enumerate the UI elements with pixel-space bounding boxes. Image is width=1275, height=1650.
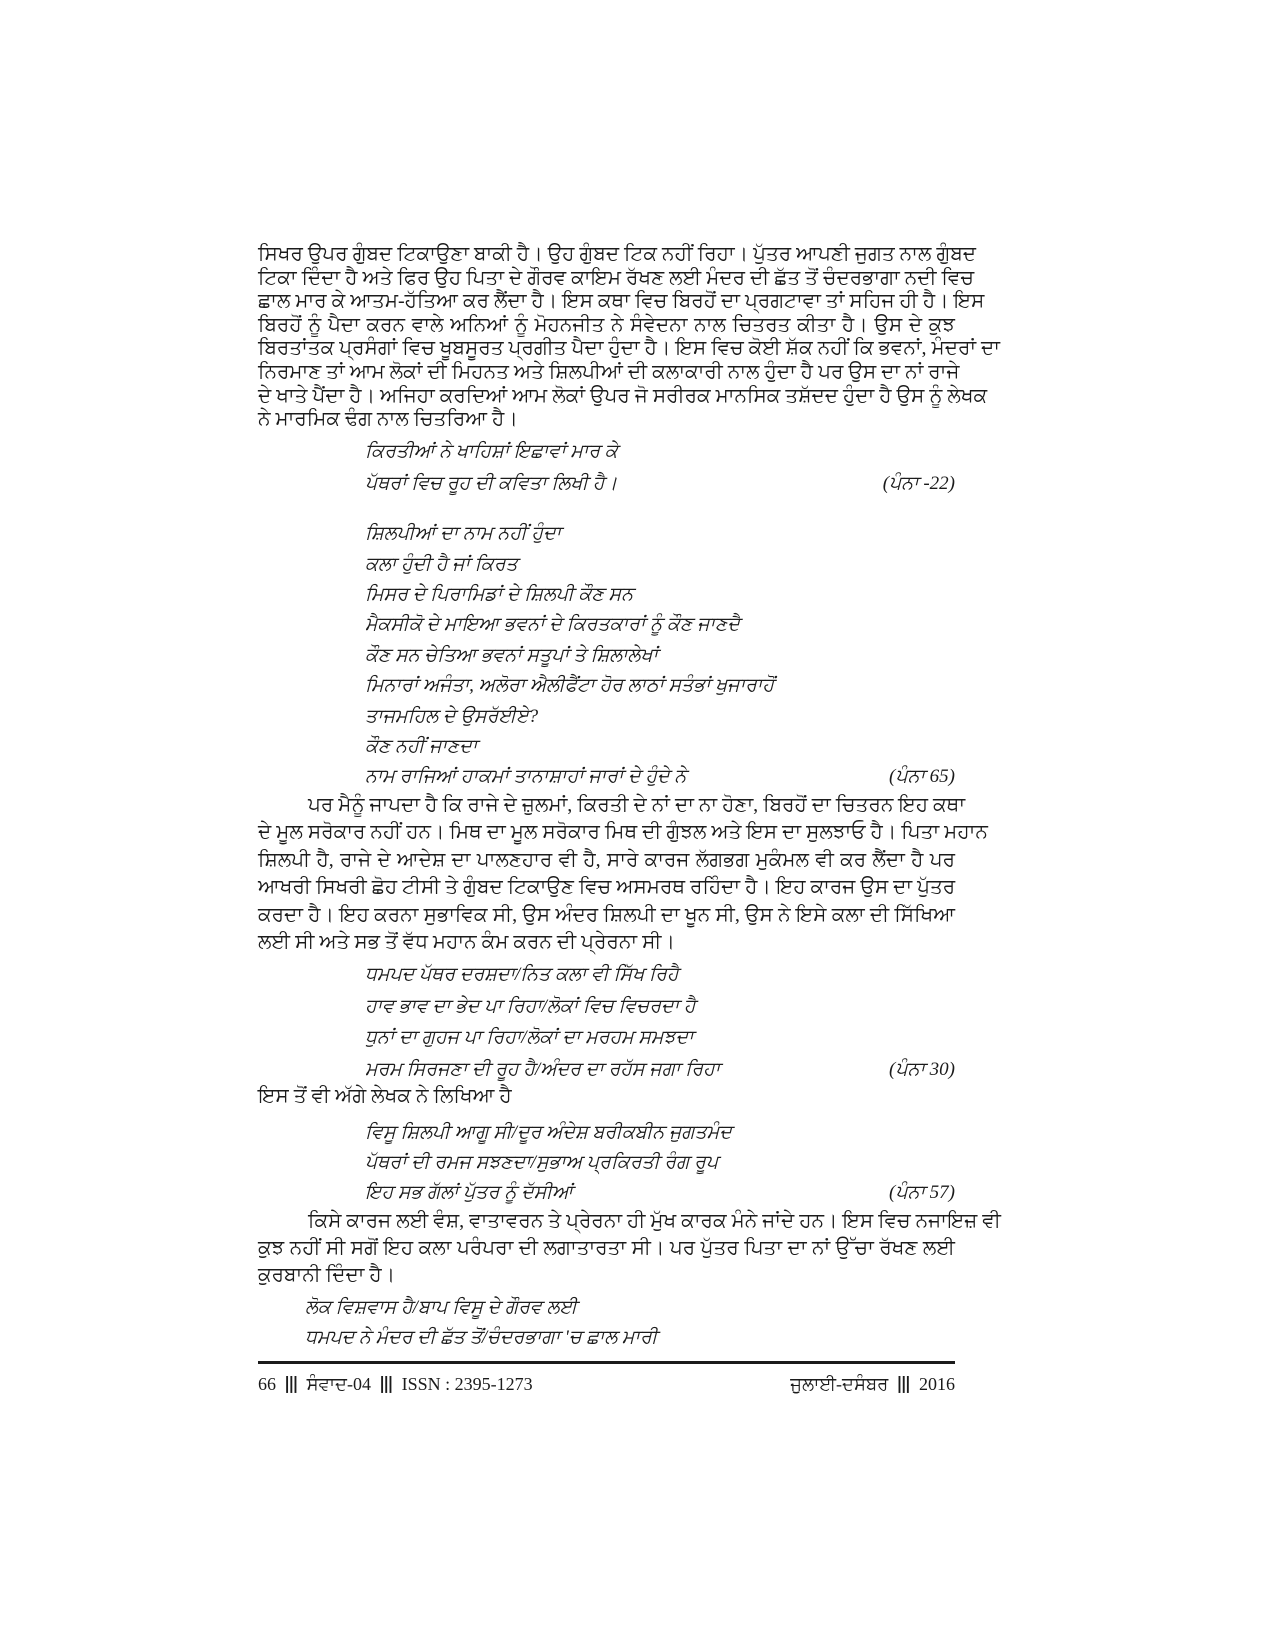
paragraph-line: ਪਰ ਮੈਨੂੰ ਜਾਪਦਾ ਹੈ ਕਿ ਰਾਜੇ ਦੇ ਜ਼ੁਲਮਾਂ, ਕਿਰਤੀ ਦੇ ਨਾਂ ਦਾ ਨਾ ਹੋਣਾ, ਬਿਰਹੋਂ ਦਾ ਚਿਤਰਨ ਇਹ ਕਥਾ: [308, 794, 966, 816]
journal-issue: ਸੰਵਾਦ-04: [306, 1373, 371, 1394]
paragraph-line: ਬਿਰਹੋਂ ਨੂੰ ਪੈਦਾ ਕਰਨ ਵਾਲੇ ਅਨਿਆਂ ਨੂੰ ਮੋਹਨਜੀਤ ਨੇ ਸੰਵੇਦਨਾ ਨਾਲ ਚਿਤਰਤ ਕੀਤਾ ਹੈ। ਉਸ ਦੇ ਕੁਝ: [258, 313, 955, 336]
verse-line: [258, 549, 955, 579]
verse-text: ਸ਼ਿਲਪੀਆਂ ਦਾ ਨਾਮ ਨਹੀਂ ਹੁੰਦਾ: [365, 523, 562, 545]
verse-text: ਕਲਾ ਹੁੰਦੀ ਹੈ ਜਾਂ ਕਿਰਤ: [365, 553, 518, 575]
verse-quote: [258, 1118, 955, 1208]
verse-quote: [258, 519, 955, 793]
paragraph-line: ਲਈ ਸੀ ਅਤੇ ਸਭ ਤੋਂ ਵੱਧ ਮਹਾਨ ਕੰਮ ਕਰਨ ਦੀ ਪ੍ਰੇਰਨਾ ਸੀ।: [258, 930, 675, 953]
verse-line: [258, 991, 955, 1023]
footer-right: [790, 1374, 955, 1395]
verse-line: [258, 1293, 955, 1323]
verse-text: ਧੁਨਾਂ ਦਾ ਗੁਹਜ ਪਾ ਰਿਹਾ/ਲੋਕਾਂ ਦਾ ਮਰਹਮ ਸਮਝਦਾ: [365, 1027, 694, 1049]
transition-line: ਇਸ ਤੋਂ ਵੀ ਅੱਗੇ ਲੇਖਕ ਨੇ ਲਿਖਿਆ ਹੈ: [258, 1085, 512, 1107]
verse-text: ਕੌਣ ਨਹੀਂ ਜਾਣਦਾ: [365, 735, 478, 757]
issue-period: ਜੁਲਾਈ-ਦਸੰਬਰ: [790, 1373, 889, 1394]
issn-number: ISSN : 2395-1273: [401, 1373, 533, 1394]
verse-line: [258, 580, 955, 610]
paragraph-line: ਨੇ ਮਾਰਮਿਕ ਢੰਗ ਨਾਲ ਚਿਤਰਿਆ ਹੈ।: [258, 408, 518, 431]
verse-line: [258, 610, 955, 640]
paragraph-line: ਕੁਰਬਾਨੀ ਦਿੰਦਾ ਹੈ।: [258, 1264, 396, 1286]
verse-line: [258, 701, 955, 731]
verse-text: ਕਿਰਤੀਆਂ ਨੇ ਖਾਹਿਸ਼ਾਂ ਇਛਾਵਾਂ ਮਾਰ ਕੇ: [365, 441, 618, 462]
paragraph-line: ਨਿਰਮਾਣ ਤਾਂ ਆਮ ਲੋਕਾਂ ਦੀ ਮਿਹਨਤ ਅਤੇ ਸ਼ਿਲਪੀਆਂ ਦੀ ਕਲਾਕਾਰੀ ਨਾਲ ਹੁੰਦਾ ਹੈ ਪਰ ਉਸ ਦਾ ਨਾਂ ਰਾਜੇ: [258, 360, 960, 383]
verse-quote: [258, 1293, 955, 1353]
verse-line: [258, 1118, 955, 1148]
paragraph-line: ਸ਼ਿਲਪੀ ਹੈ, ਰਾਜੇ ਦੇ ਆਦੇਸ਼ ਦਾ ਪਾਲਣਹਾਰ ਵੀ ਹੈ, ਸਾਰੇ ਕਾਰਜ ਲੱਗਭਗ ਮੁਕੰਮਲ ਵੀ ਕਰ ਲੈਂਦਾ ਹੈ ਪਰ: [258, 848, 955, 871]
verse-line: [258, 1022, 955, 1054]
page-citation: (ਪੰਨਾ -22): [882, 473, 955, 494]
paragraph-line: ਕੁਝ ਨਹੀਂ ਸੀ ਸਗੋਂ ਇਹ ਕਲਾ ਪਰੰਪਰਾ ਦੀ ਲਗਾਤਾਰਤਾ ਸੀ। ਪਰ ਪੁੱਤਰ ਪਿਤਾ ਦਾ ਨਾਂ ਉੱਚਾ ਰੱਖਣ ਲਈ: [258, 1237, 955, 1259]
verse-line: [258, 671, 955, 701]
verse-text: ਇਹ ਸਭ ਗੱਲਾਂ ਪੁੱਤਰ ਨੂੰ ਦੱਸੀਆਂ: [365, 1182, 573, 1203]
paragraph-line: ਕਿਸੇ ਕਾਰਜ ਲਈ ਵੰਸ਼, ਵਾਤਾਵਰਨ ਤੇ ਪ੍ਰੇਰਨਾ ਹੀ ਮੁੱਖ ਕਾਰਕ ਮੰਨੇ ਜਾਂਦੇ ਹਨ। ਇਸ ਵਿਚ ਨਜਾਇਜ਼ ਵੀ: [308, 1210, 1001, 1232]
verse-text: ਕੌਣ ਸਨ ਚੇਤਿਆ ਭਵਨਾਂ ਸਤੂਪਾਂ ਤੇ ਸ਼ਿਲਾਲੇਖਾਂ: [365, 644, 658, 666]
footer-left: [258, 1374, 533, 1395]
verse-line: [258, 959, 955, 991]
verse-text: ਪੱਥਰਾਂ ਦੀ ਰਮਜ ਸਝਣਦਾ/ਸੁਭਾਅ ਪ੍ਰਕਿਰਤੀ ਰੰਗ ਰੂਪ: [365, 1152, 719, 1173]
paragraph-line: ਦੇ ਖਾਤੇ ਪੈਂਦਾ ਹੈ। ਅਜਿਹਾ ਕਰਦਿਆਂ ਆਮ ਲੋਕਾਂ ਉਪਰ ਜੋ ਸਰੀਰਕ ਮਾਨਸਿਕ ਤਸ਼ੱਦਦ ਹੁੰਦਾ ਹੈ ਉਸ ਨੂੰ ਲੇਖਕ: [258, 384, 988, 407]
verse-text: ਧਮਪਦ ਨੇ ਮੰਦਰ ਦੀ ਛੱਤ ਤੋਂ/ਚੰਦਰਭਾਗਾ 'ਚ ਛਾਲ ਮਾਰੀ: [305, 1327, 658, 1348]
page-citation: (ਪੰਨਾ 57): [889, 1182, 955, 1203]
verse-line: [258, 468, 955, 500]
page-number: 66: [258, 1373, 276, 1394]
separator-ornament: |||: [284, 1374, 297, 1394]
verse-text: ਮਿਸਰ ਦੇ ਪਿਰਾਮਿਡਾਂ ਦੇ ਸ਼ਿਲਪੀ ਕੌਣ ਸਨ: [365, 583, 634, 605]
verse-line: [258, 1323, 955, 1353]
verse-line: [258, 436, 955, 468]
verse-line: [258, 1148, 955, 1178]
verse-line: [258, 519, 955, 549]
paragraph-line: ਕਰਦਾ ਹੈ। ਇਹ ਕਰਨਾ ਸੁਭਾਵਿਕ ਸੀ, ਉਸ ਅੰਦਰ ਸ਼ਿਲਪੀ ਦਾ ਖੂਨ ਸੀ, ਉਸ ਨੇ ਇਸੇ ਕਲਾ ਦੀ ਸਿੱਖਿਆ: [258, 903, 955, 926]
verse-text: ਨਾਮ ਰਾਜਿਆਂ ਹਾਕਮਾਂ ਤਾਨਾਸ਼ਾਹਾਂ ਜਾਰਾਂ ਦੇ ਹੁੰਦੇ ਨੇ: [365, 766, 687, 788]
paragraph-line: ਬਿਰਤਾਂਤਕ ਪ੍ਰਸੰਗਾਂ ਵਿਚ ਖੂਬਸੂਰਤ ਪ੍ਰਗੀਤ ਪੈਦਾ ਹੁੰਦਾ ਹੈ। ਇਸ ਵਿਚ ਕੋਈ ਸ਼ੱਕ ਨਹੀਂ ਕਿ ਭਵਨਾਂ, ਮੰਦਰਾਂ ਦਾ: [258, 337, 1000, 360]
footer-rule: [258, 1361, 955, 1364]
verse-quote: [258, 436, 955, 500]
verse-line: [258, 762, 955, 792]
verse-text: ਮਿਨਾਰਾਂ ਅਜੰਤਾ, ਅਲੋਰਾ ਐਲੀਫੈਂਟਾ ਹੋਰ ਲਾਠਾਂ ਸਤੰਭਾਂ ਖੁਜਾਰਾਹੋਂ: [365, 675, 774, 697]
verse-line: [258, 641, 955, 671]
verse-line: [258, 1054, 955, 1086]
paragraph-line: ਸਿਖਰ ਉਪਰ ਗੁੰਬਦ ਟਿਕਾਉਣਾ ਬਾਕੀ ਹੈ। ਉਹ ਗੁੰਬਦ ਟਿਕ ਨਹੀਂ ਰਿਹਾ। ਪੁੱਤਰ ਆਪਣੀ ਜੁਗਤ ਨਾਲ ਗੁੰਬਦ: [258, 243, 977, 265]
body-paragraph: [258, 243, 1000, 432]
page-footer: [258, 1372, 955, 1396]
paragraph-line: ਟਿਕਾ ਦਿੰਦਾ ਹੈ ਅਤੇ ਫਿਰ ਉਹ ਪਿਤਾ ਦੇ ਗੌਰਵ ਕਾਇਮ ਰੱਖਣ ਲਈ ਮੰਦਰ ਦੀ ਛੱਤ ਤੋਂ ਚੰਦਰਭਾਗਾ ਨਦੀ ਵਿਚ: [258, 266, 974, 289]
verse-text: ਧਮਪਦ ਪੱਥਰ ਦਰਸ਼ਦਾ/ਨਿਤ ਕਲਾ ਵੀ ਸਿੱਖ ਰਿਹੈ: [365, 963, 679, 985]
paragraph-line: ਛਾਲ ਮਾਰ ਕੇ ਆਤਮ-ਹੱਤਿਆ ਕਰ ਲੈਂਦਾ ਹੈ। ਇਸ ਕਥਾ ਵਿਚ ਬਿਰਹੋਂ ਦਾ ਪ੍ਰਗਟਾਵਾ ਤਾਂ ਸਹਿਜ ਹੀ ਹੈ। ਇਸ: [258, 290, 985, 313]
body-paragraph: [258, 1208, 1001, 1289]
verse-text: ਪੱਥਰਾਂ ਵਿਚ ਰੂਹ ਦੀ ਕਵਿਤਾ ਲਿਖੀ ਹੈ।: [365, 473, 618, 494]
page-citation: (ਪੰਨਾ 30): [889, 1058, 955, 1080]
separator-ornament: |||: [378, 1374, 392, 1394]
paragraph-line: ਆਖਰੀ ਸਿਖਰੀ ਛੋਹ ਟੀਸੀ ਤੇ ਗੁੰਬਦ ਟਿਕਾਉਣ ਵਿਚ ਅਸਮਰਥ ਰਹਿੰਦਾ ਹੈ। ਇਹ ਕਾਰਜ ਉਸ ਦਾ ਪੁੱਤਰ: [258, 876, 956, 899]
verse-text: ਤਾਜਮਹਿਲ ਦੇ ਉਸਰੱਈਏ?: [365, 705, 539, 727]
body-paragraph: [258, 792, 988, 956]
verse-text: ਮਰਮ ਸਿਰਜਣਾ ਦੀ ਰੂਹ ਹੈ/ਅੰਦਰ ਦਾ ਰਹੱਸ ਜਗਾ ਰਿਹਾ: [365, 1058, 721, 1080]
verse-text: ਹਾਵ ਭਾਵ ਦਾ ਭੇਦ ਪਾ ਰਿਹਾ/ਲੋਕਾਂ ਵਿਚ ਵਿਚਰਦਾ ਹੈ: [365, 995, 696, 1017]
verse-line: [258, 732, 955, 762]
issue-year: 2016: [919, 1373, 955, 1394]
verse-line: [258, 1178, 955, 1208]
page-citation: (ਪੰਨਾ 65): [889, 766, 955, 788]
paragraph-line: ਦੇ ਮੂਲ ਸਰੋਕਾਰ ਨਹੀਂ ਹਨ। ਮਿਥ ਦਾ ਮੂਲ ਸਰੋਕਾਰ ਮਿਥ ਦੀ ਗੁੰਝਲ ਅਤੇ ਇਸ ਦਾ ਸੁਲਝਾਓ ਹੈ। ਪਿਤਾ ਮਹਾਨ: [258, 821, 988, 844]
separator-ornament: |||: [896, 1374, 909, 1394]
verse-text: ਵਿਸੂ ਸ਼ਿਲਪੀ ਆਗੂ ਸੀ/ਦੂਰ ਅੰਦੇਸ਼ ਬਰੀਕਬੀਨ ਜੁਗਤਮੰਦ: [365, 1122, 732, 1143]
verse-text: ਮੈਕਸੀਕੋ ਦੇ ਮਾਇਆ ਭਵਨਾਂ ਦੇ ਕਿਰਤਕਾਰਾਂ ਨੂੰ ਕੌਣ ਜਾਣਦੈ: [365, 614, 740, 636]
verse-quote: [258, 959, 955, 1086]
verse-text: ਲੋਕ ਵਿਸ਼ਵਾਸ ਹੈ/ਬਾਪ ਵਿਸੂ ਦੇ ਗੌਰਵ ਲਈ: [305, 1297, 578, 1318]
